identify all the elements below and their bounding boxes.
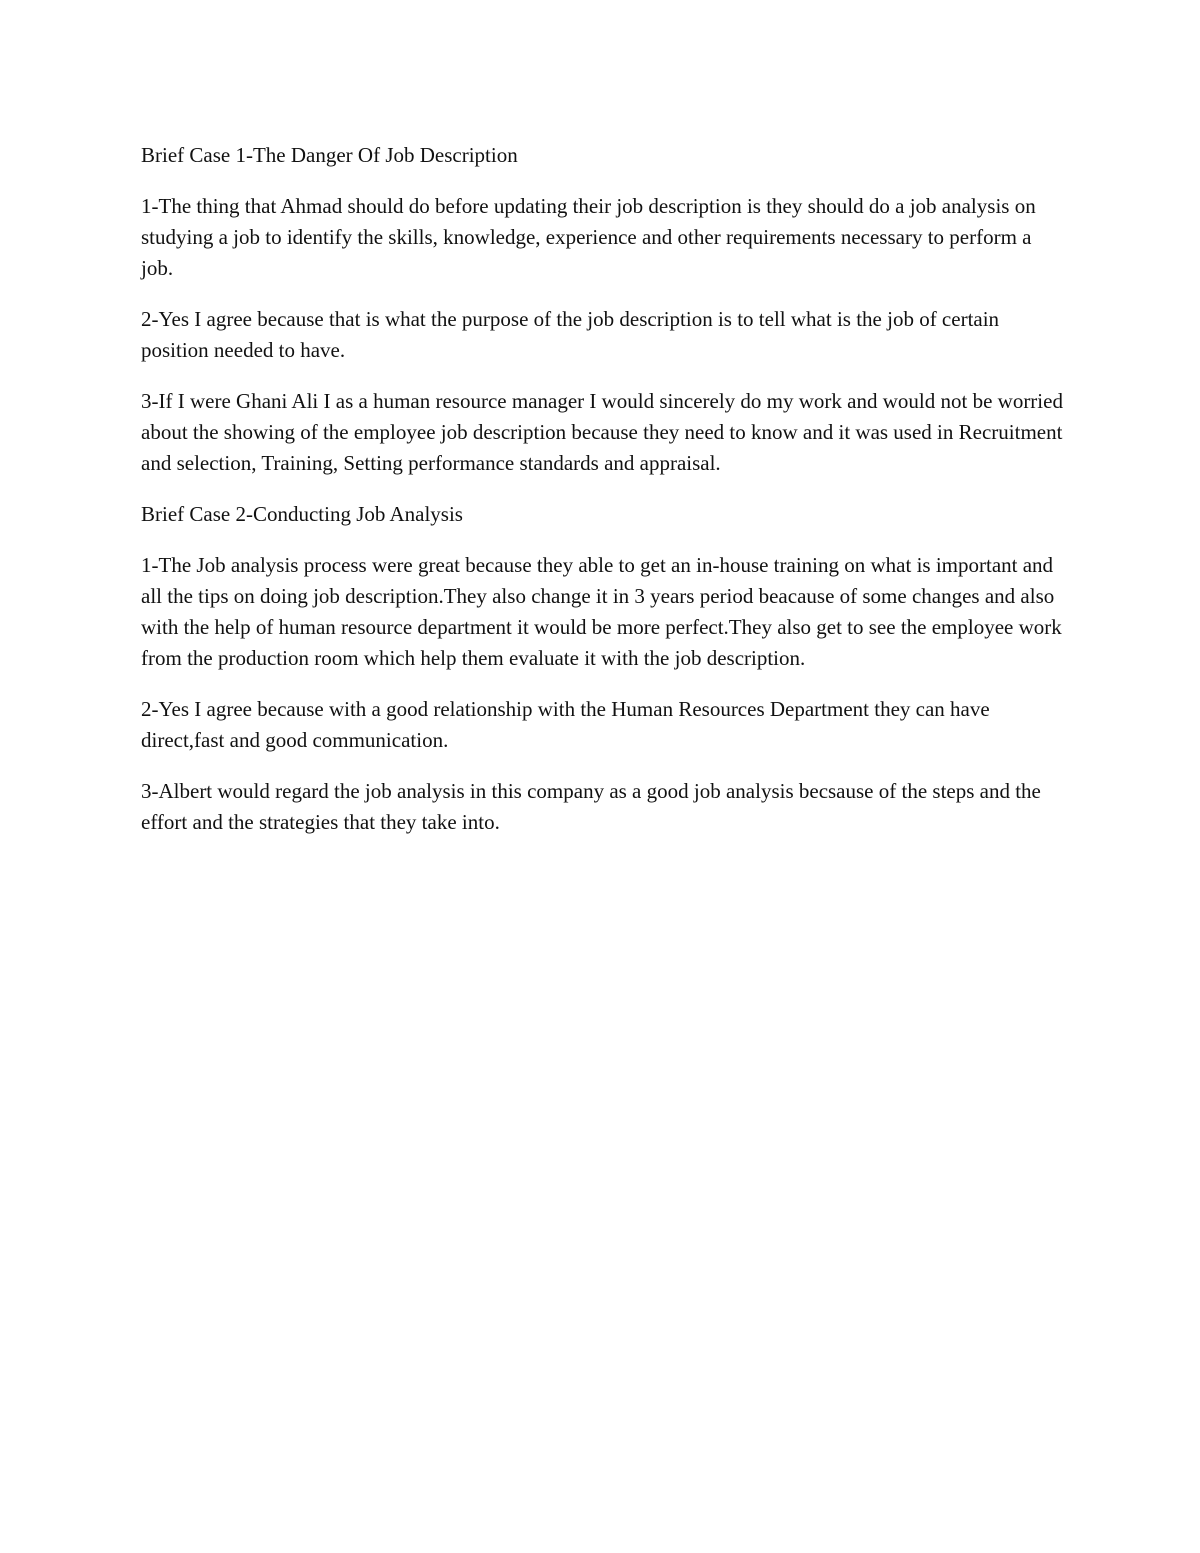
case1-answer-3: 3-If I were Ghani Ali I as a human resource manager I would sincerely do my work and would not be worried about the showing of the employee job description because they need to know and it was used in Recruitment and selection, Training, Setting performance standards and appraisal. (141, 389, 1063, 475)
case1-answer-1: 1-The thing that Ahmad should do before updating their job description is they should do a job analysis on studying a job to identify the skills, knowledge, experience and other requirements necessary to perform a job. (141, 194, 1036, 280)
case2-answer-1: 1-The Job analysis process were great because they able to get an in-house training on what is important and all the tips on doing job description.They also change it in 3 years period beacause of some changes and also with the help of human resource department it would be more perfect.They also get to see the employee work from the production room which help them evaluate it with the job description. (141, 553, 1062, 670)
case1-answer-2: 2-Yes I agree because that is what the purpose of the job description is to tell what is the job of certain position needed to have. (141, 307, 1000, 362)
case2-answer-3: 3-Albert would regard the job analysis in this company as a good job analysis becsause of the steps and the effort and the strategies that they take into. (141, 779, 1041, 834)
case2-answer-2: 2-Yes I agree because with a good relationship with the Human Resources Department they can have direct,fast and good communication. (141, 697, 990, 752)
document-body (141, 140, 1066, 858)
case1-heading: Brief Case 1-The Danger Of Job Description (141, 143, 518, 167)
case2-heading: Brief Case 2-Conducting Job Analysis (141, 502, 463, 526)
